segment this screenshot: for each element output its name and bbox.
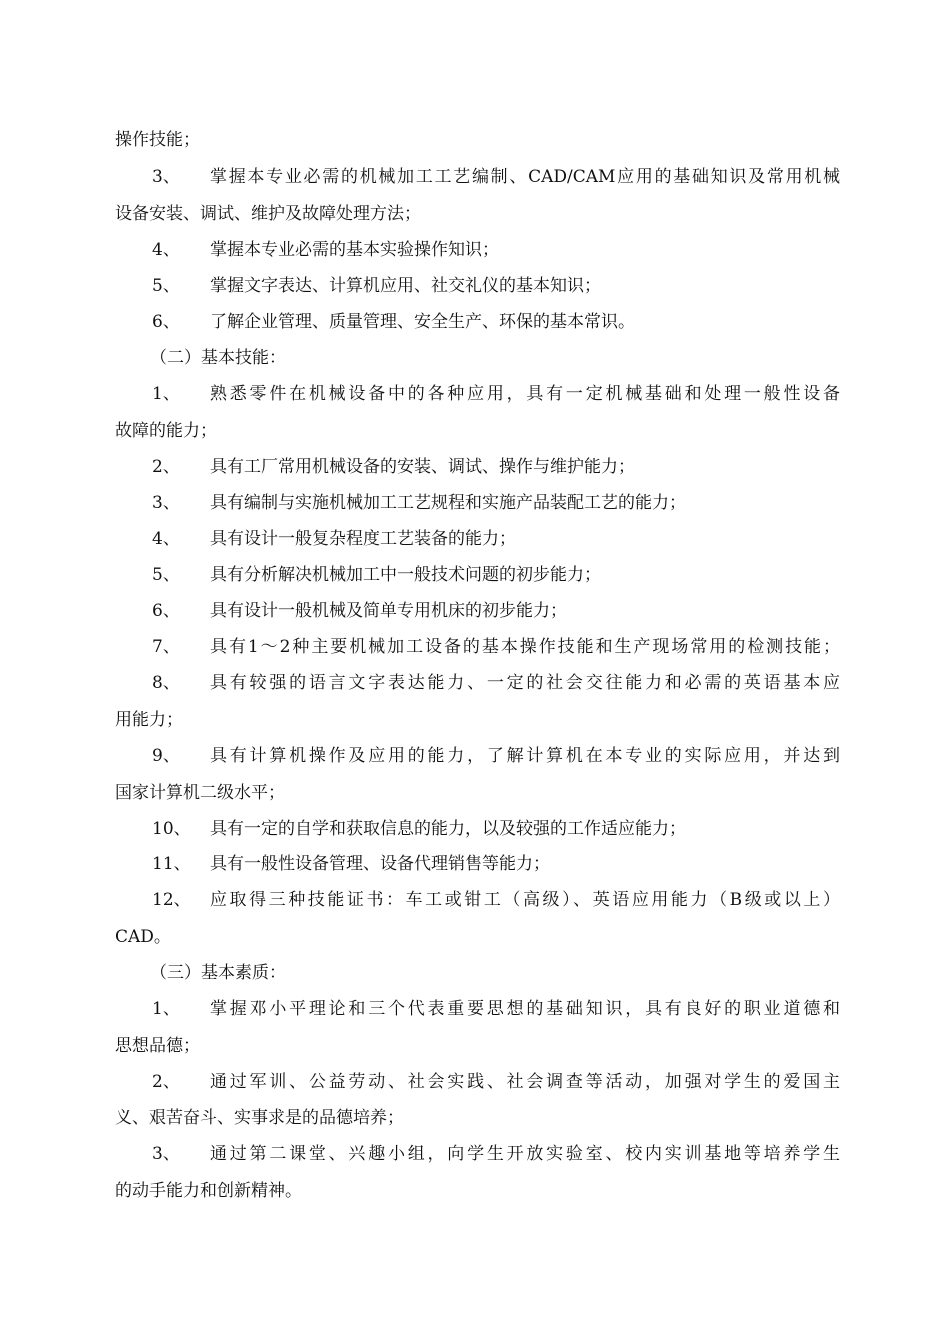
text-line: 通过第二课堂、兴趣小组，向学生开放实验室、校内实训基地等培养学生 — [210, 1144, 840, 1164]
item-number: 3、 — [152, 493, 180, 513]
text-line: 具有计算机操作及应用的能力，了解计算机在本专业的实际应用，并达到 — [210, 746, 840, 766]
text-line: 具有编制与实施机械加工工艺规程和实施产品装配工艺的能力； — [210, 493, 686, 513]
text-line: 设备安装、调试、维护及故障处理方法； — [115, 204, 421, 224]
item-number: 3、 — [152, 1144, 180, 1164]
item-number: 4、 — [152, 529, 180, 549]
text-line: 掌握本专业必需的机械加工工艺编制、CAD/CAM应用的基础知识及常用机械 — [210, 167, 840, 187]
text-line: 具有设计一般复杂程度工艺装备的能力； — [210, 529, 516, 549]
text-line: 熟悉零件在机械设备中的各种应用，具有一定机械基础和处理一般性设备 — [210, 384, 840, 404]
text-line: 通过军训、公益劳动、社会实践、社会调查等活动，加强对学生的爱国主 — [210, 1072, 840, 1092]
text-line: 故障的能力； — [115, 421, 217, 441]
item-number: 10、 — [152, 819, 191, 839]
text-line: 思想品德； — [115, 1036, 200, 1056]
text-line: CAD。 — [115, 927, 171, 947]
item-number: 4、 — [152, 240, 180, 260]
text-line: 具有较强的语言文字表达能力、一定的社会交往能力和必需的英语基本应 — [210, 673, 840, 693]
text-line: 掌握邓小平理论和三个代表重要思想的基础知识，具有良好的职业道德和 — [210, 999, 840, 1019]
item-number: 8、 — [152, 673, 180, 693]
item-number: 11、 — [152, 854, 191, 874]
item-number: 5、 — [152, 276, 180, 296]
text-line: 了解企业管理、质量管理、安全生产、环保的基本常识。 — [210, 312, 635, 332]
text-line: 具有分析解决机械加工中一般技术问题的初步能力； — [210, 565, 601, 585]
text-line: 具有设计一般机械及简单专用机床的初步能力； — [210, 601, 567, 621]
text-line: 具有一定的自学和获取信息的能力，以及较强的工作适应能力； — [210, 819, 686, 839]
text-line: 用能力； — [115, 710, 183, 730]
item-number: 3、 — [152, 167, 180, 187]
text-line: 应取得三种技能证书：车工或钳工（高级）、英语应用能力（B级或以上） — [210, 890, 840, 910]
text-line: 具有1～2种主要机械加工设备的基本操作技能和生产现场常用的检测技能； — [210, 637, 840, 657]
text-line: 操作技能； — [115, 130, 200, 150]
item-number: 7、 — [152, 637, 180, 657]
item-number: 2、 — [152, 457, 180, 477]
text-line: 国家计算机二级水平； — [115, 783, 285, 803]
item-number: 1、 — [152, 384, 180, 404]
item-number: 5、 — [152, 565, 180, 585]
item-number: 1、 — [152, 999, 180, 1019]
text-line: 掌握本专业必需的基本实验操作知识； — [210, 240, 499, 260]
text-line: 掌握文字表达、计算机应用、社交礼仪的基本知识； — [210, 276, 601, 296]
item-number: 2、 — [152, 1072, 180, 1092]
text-line: 具有工厂常用机械设备的安装、调试、操作与维护能力； — [210, 457, 635, 477]
text-line: 义、艰苦奋斗、实事求是的品德培养； — [115, 1108, 404, 1128]
text-line: 的动手能力和创新精神。 — [115, 1181, 302, 1201]
item-number: 12、 — [152, 890, 191, 910]
item-number: 9、 — [152, 746, 180, 766]
section-heading: （三）基本素质： — [150, 963, 286, 983]
item-number: 6、 — [152, 312, 180, 332]
text-line: 具有一般性设备管理、设备代理销售等能力； — [210, 854, 550, 874]
section-heading: （二）基本技能： — [150, 348, 286, 368]
item-number: 6、 — [152, 601, 180, 621]
